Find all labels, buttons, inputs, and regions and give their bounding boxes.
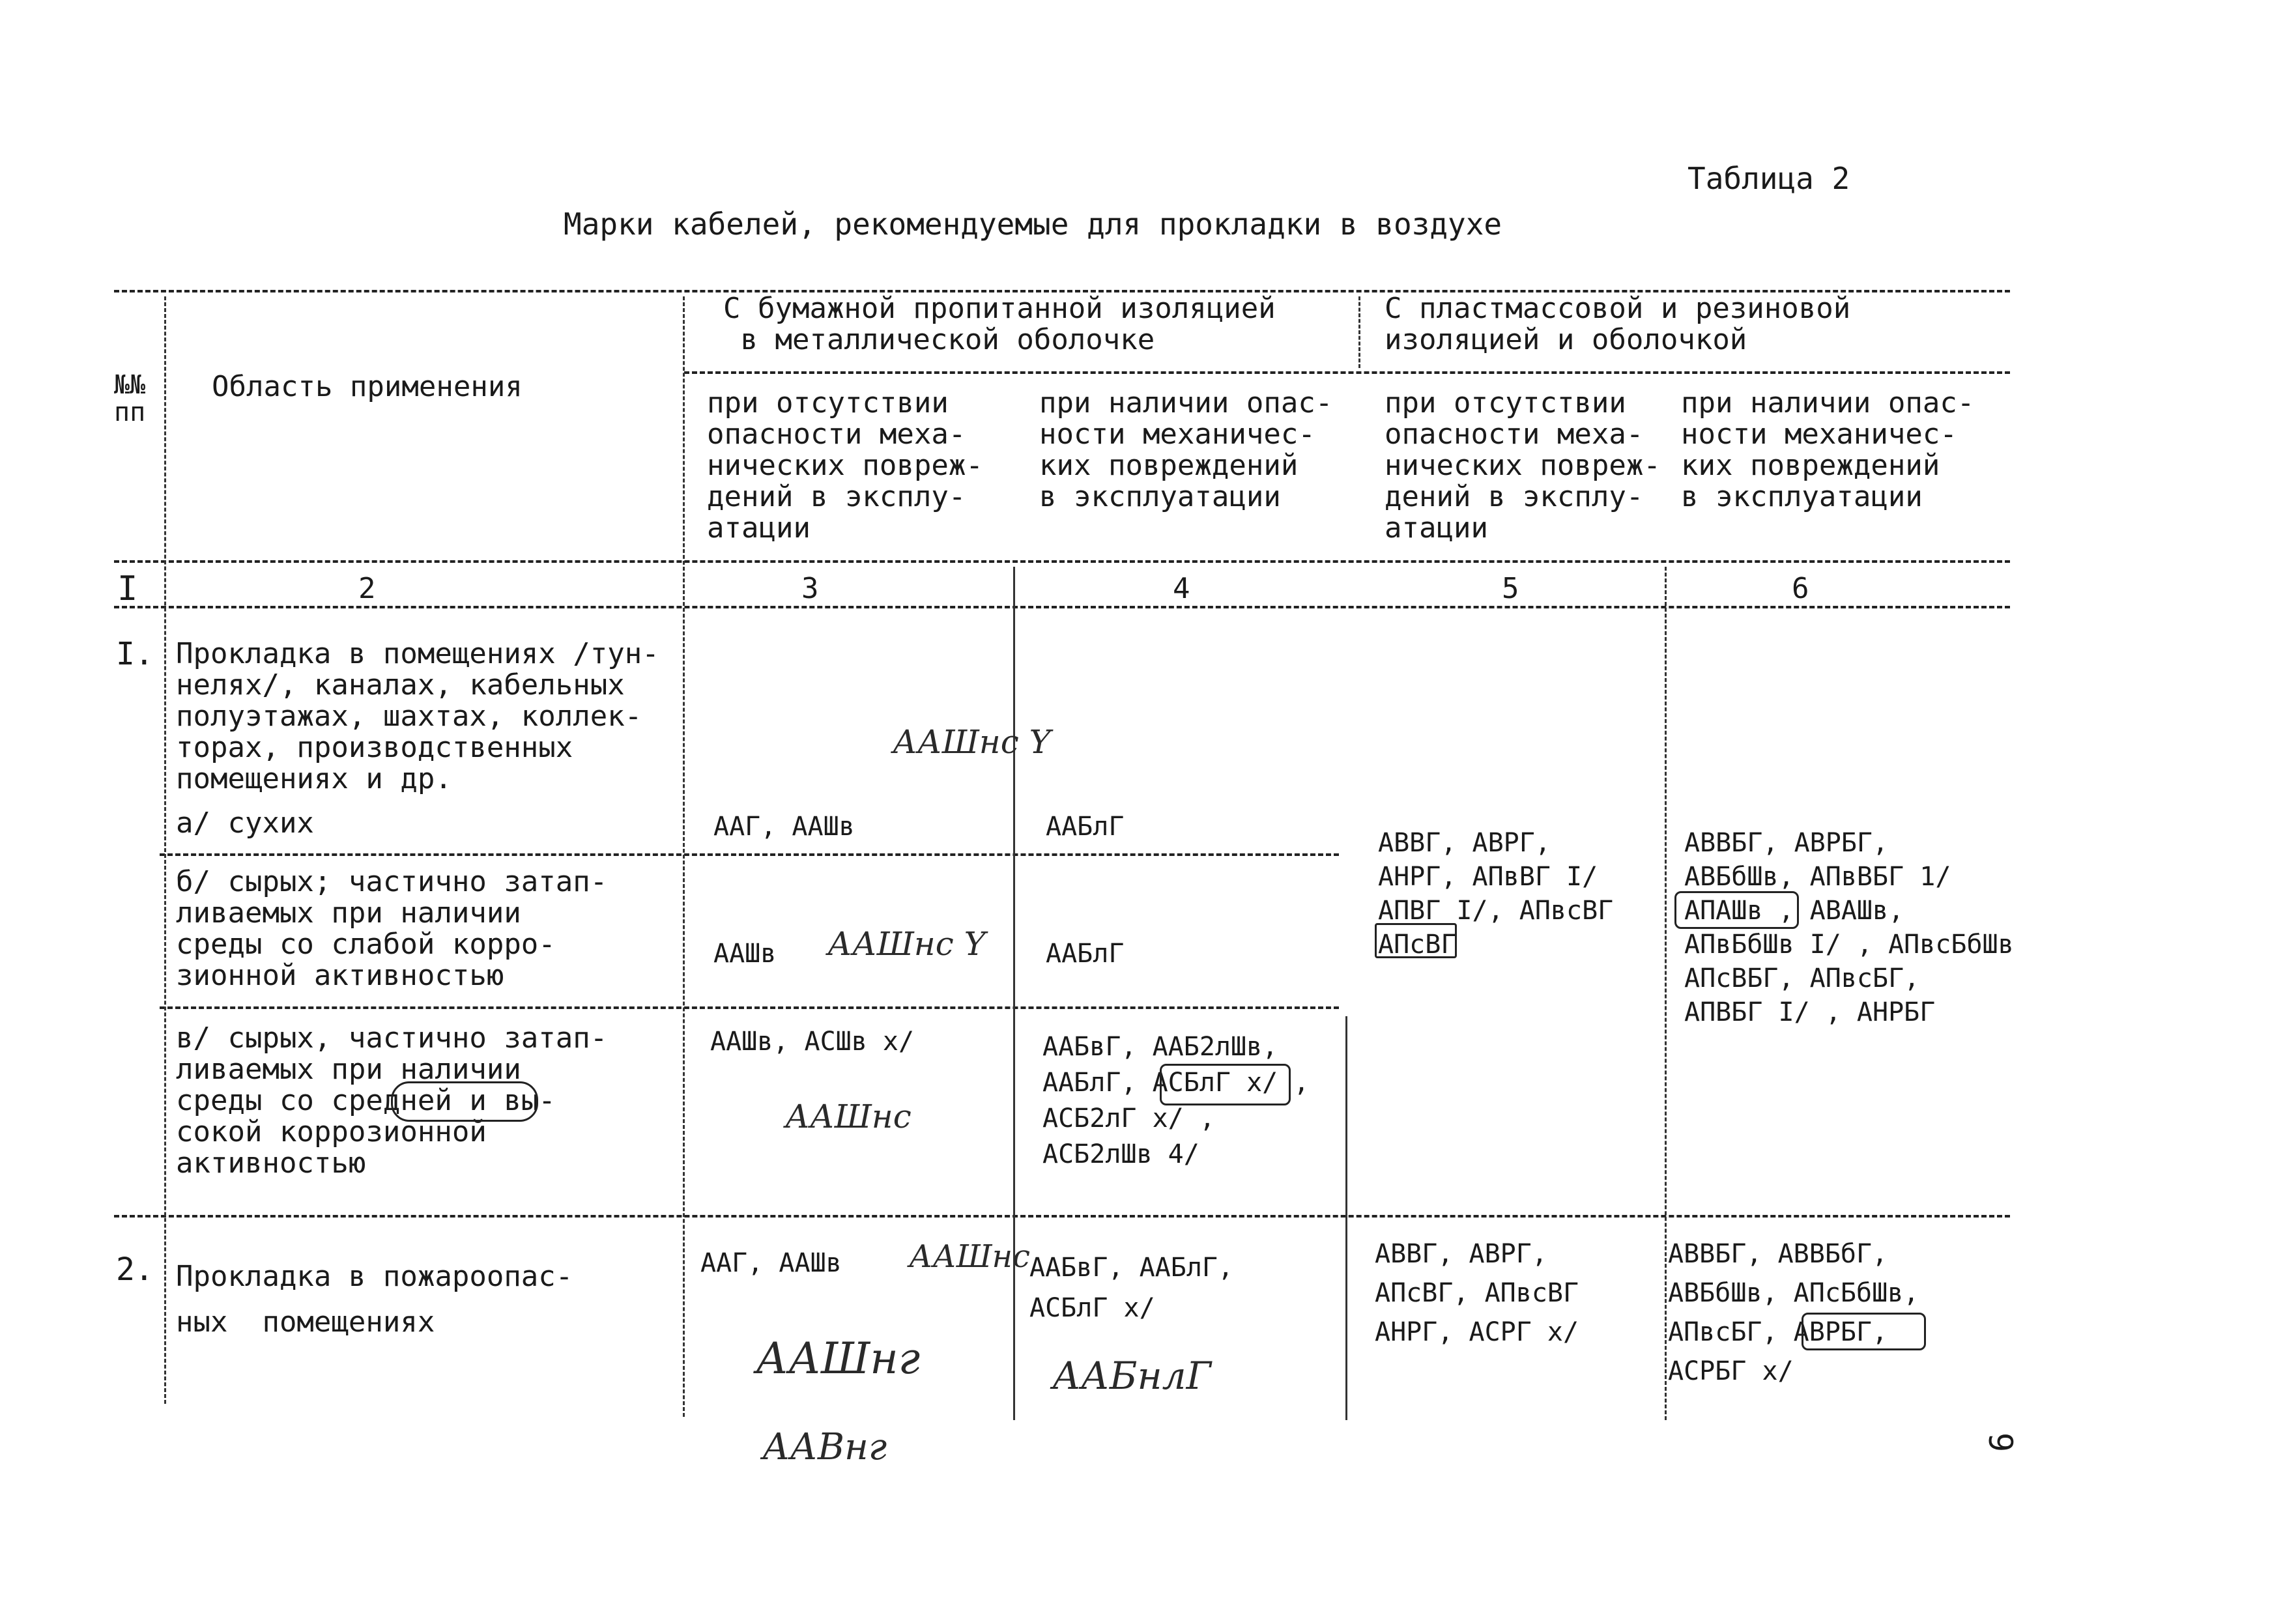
row-a-col3: ААГ, ААШв xyxy=(713,812,855,842)
row-b-text: б/ сырых; частично затап- ливаемых при наличии среды со слабой корро- зионной активностью xyxy=(176,865,608,992)
row-1-text: Прокладка в помещениях /тун- нелях/, каналах, кабельных полуэтажах, шахтах, коллек- торах, производственных помещениях и др. xyxy=(176,637,659,795)
row-2-text: Прокладка в пожароопас- ных помещениях xyxy=(176,1260,573,1339)
table-label: Таблица 2 xyxy=(1687,161,1850,196)
vline-area xyxy=(683,296,685,1417)
row-2-col6: АВВБГ, АВВБбГ, АВБбШв, АПсБбШв, АПвсБГ, АВРБГ, АСРБГ x/ xyxy=(1668,1239,1919,1386)
col-header-3: при отсутствии опасности меха- нических повреж- дений в эксплу- атации xyxy=(707,386,983,545)
row-2-col3-handwritten-1: ААШнс xyxy=(909,1238,1030,1275)
rule-colnums-bottom xyxy=(114,606,2010,608)
col-header-5: при отсутствии опасности меха- нических повреж- дений в эксплу- атации xyxy=(1385,386,1661,545)
vline-c5 xyxy=(1665,567,1667,1420)
vline-c3 xyxy=(1013,567,1015,1420)
row-c-col4: ААБвГ, ААБ2лШв, ААБлГ, АСБлГ x/ , АСБ2лГ x/ , АСБ2лШв 4/ xyxy=(1042,1032,1310,1169)
col-number-3: 3 xyxy=(801,572,819,605)
row-2-col3: ААГ, ААШв xyxy=(700,1248,842,1278)
row-a-col5: АВВГ, АВРГ, АНРГ, АПвВГ I/ АПВГ I/, АПвсВГ АПсВГ xyxy=(1378,828,1614,960)
row-c-col3-handwritten: ААШнс xyxy=(785,1098,912,1135)
col-group-plastic: С пластмассовой и резиновой изоляцией и оболочкой xyxy=(1385,292,1851,356)
rule-subheader xyxy=(684,371,2010,374)
col-header-num: №№ пп xyxy=(114,370,146,427)
row-2-col3-handwritten-3: ААВнг xyxy=(762,1426,887,1468)
row-c-text: в/ сырых, частично затап- ливаемых при наличии среды со средней и вы- сокой коррозионной активностью xyxy=(176,1021,608,1180)
row-b-col3-handwritten: ААШнс Y xyxy=(827,925,986,963)
table-title: Марки кабелей, рекомендуемые для прокладки в воздухе xyxy=(564,207,1502,242)
col-number-1: I xyxy=(117,569,138,608)
row-b-col3: ААШв xyxy=(713,939,777,969)
rule-header-bottom xyxy=(114,560,2010,563)
row-2-number: 2. xyxy=(116,1251,154,1288)
row-2-col6-boxed-mark xyxy=(1802,1313,1926,1350)
row-a-col6: АВВБГ, АВРБГ, АВБбШв, АПвВБГ 1/ АПАШв , АВАШв, АПвБбШв I/ , АПвсБбШв АПсВБГ, АПвсБГ, АПВБГ I/ , АНРБГ xyxy=(1684,828,2014,1027)
col-number-5: 5 xyxy=(1502,572,1519,605)
row-2-col5: АВВГ, АВРГ, АПсВГ, АПвсВГ АНРГ, АСРГ x/ xyxy=(1375,1239,1579,1347)
row-c-col3: ААШв, АСШв x/ xyxy=(710,1027,915,1057)
col-header-6: при наличии опас- ности механичес- ких повреждений в эксплуатации xyxy=(1681,386,1975,513)
rule-row-a-bottom xyxy=(160,853,1339,856)
row-b-col4: ААБлГ xyxy=(1046,939,1125,969)
vline-num xyxy=(164,296,166,1404)
row-a-col4: ААБлГ xyxy=(1046,812,1125,842)
col-number-6: 6 xyxy=(1792,572,1809,605)
row-c-col4-boxed-mark xyxy=(1160,1064,1291,1105)
col-header-area: Область применения xyxy=(212,370,523,403)
row-a-col5-underline-mark xyxy=(1375,923,1457,958)
page-number: 9 xyxy=(1981,1432,2020,1453)
row-c-circled-word xyxy=(391,1081,538,1122)
row-a-col6-circled-mark xyxy=(1674,891,1799,929)
row-a-text: а/ сухих xyxy=(176,806,314,840)
row-1-handwritten-note: ААШнс Y xyxy=(893,723,1051,761)
row-2-col4: ААБвГ, ААБлГ, АСБлГ x/ xyxy=(1029,1253,1234,1323)
col-number-4: 4 xyxy=(1173,572,1190,605)
rule-row-c-bottom xyxy=(114,1215,2010,1218)
row-2-col3-handwritten-2: ААШнг xyxy=(756,1333,921,1384)
col-header-4: при наличии опас- ности механичес- ких повреждений в эксплуатации xyxy=(1039,386,1333,513)
row-1-number: I. xyxy=(116,636,154,672)
col-number-2: 2 xyxy=(358,572,376,605)
row-2-col4-handwritten: ААБнлГ xyxy=(1052,1354,1212,1398)
col-group-paper: С бумажной пропитанной изоляцией в металлической оболочке xyxy=(723,292,1276,356)
vline-c4-header xyxy=(1358,296,1360,368)
vline-c4 xyxy=(1345,1016,1347,1420)
rule-row-b-bottom xyxy=(160,1006,1339,1009)
